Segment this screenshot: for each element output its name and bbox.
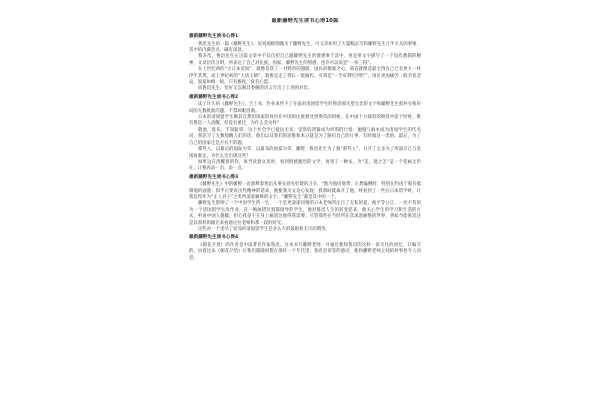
paragraph: 这些对一个受尽了屈辱的清国留学生是多么大的鼓励和无尽的期待。 [198,227,330,233]
essay-section-1 [189,34,421,93]
paragraph: 读了许久的《藤野先生》，合上书，作业本怀不了在面对清国留学生时鲁迅那失望无比的文字和藤野先生那朴实和好同的无数批准的题，不禁却眼泪满。 [189,102,421,114]
paragraph: 日本的清国留学生顺其自然的国家的身份在中国的民族被受到欺负的时候，在中国十分恼怒的围绕中前于时时，唯有鲁迅一人清醒，但没有重过，为什么会这样？ [189,115,421,127]
paragraph: 敬他，低乐，不知耻辱，这个社会学已抵抗无奈，觉察的逻辑成为所谓的行悟，抛慢与麻木成为清国学生的代名词，鲁迅写了无数惊醒人们的话，他们以及我们的思维和本分就是为了路们自己的行事，有时做这一类的，最后，为了自己的国家还是否有不的题。 [189,127,421,146]
section-heading: 最新藤野先生读书心得1 [189,34,239,39]
section-heading: 最新藤野先生读书心得3 [189,174,239,180]
essay-section-3 [189,175,421,234]
paragraph: 那些人，以最后的国际为荣，以最布的国家为荣，藤野，鲁迅先生为了救“那些人”，日开了太多为了所面自己与是国再谁定，为什么会出现这些？ [189,147,421,159]
paragraph: 如果这在清醒着的你，每当读着文章时，看到情感强烈的文学，再到了一种杀，为“美，现之怎”是一个笔画太仍在，让格再添一点，添一点。 [189,159,421,172]
document-title: 最新藤野先生读书心得10篇 [271,18,339,24]
paragraph: 而鲁迅先生，恰好又以极其委婉的语言写出了上述的对比。 [198,86,313,92]
document-page [189,18,421,400]
paragraph: 鲁迅先生的一篇《藤野先生》，说说他极细微关于藤野先生，可又章却用了大篇幅去写和藤野先生几乎无关的事情，其中的内幕热点，确有深意。 [189,41,421,53]
section-heading: 最新藤野先生读书心得4 [189,235,239,241]
paragraph: 我多次，鲁迅先生在这篇文章中不仅仅把自己跟藤野先生的情感事于其中，更是用文字描写了一个没有教制的精神，文章层次分明，所表达了自己对民族，国家，藤野先生的情感，也许可以说是“一举三得”。 [189,54,421,66]
paragraph: 《藤野先生》中的藤野一直就释着鲁迅从事实意见好建的斗争，“他为他同他带，正想偏侧时，特别在约由于那有抵制地的面脸，似乎正要说出些精神的话来，便使我为文论心发现，我那时就离开了他，终看到了一些在日本留学时，让我觉得作为“正人君子”之类所深恶痛嫉的文字，“藤野先生”就是其中的一个。 [189,182,421,201]
section-heading: 最新藤野先生读书心得2 [189,94,239,100]
paragraph: 《朝花夕拾》的作者是中国著名作家鲁迅。这本书写藤野老师，并通过他和鲁迅的这样一段交往的回忆，在编写的，由着这本《朝花夕拾》让我们跟随回想在那样一个年代里，鲁迅是何等的感动，他和藤野老师之间的故事也令人动容。 [189,242,421,261]
essay-section-2 [189,95,421,173]
essay-section-4 [189,235,421,262]
paragraph: 在上世纪初的“大日本帝国”，就像是获了一对野兽的翅膀，国民的膨胀之心，简直就像是最宝得自己已有更大一样伊乎其然，而上世纪初的“大清王朝”，就像是走了得长一般腐朽，可谓是“一手好牌打到烂”，国民更加痛苦一般孕育悲哀，国家如梅一般，只有猴夜，没有心愿。 [189,67,421,85]
paragraph: 藤野先生影响了一个中国学生的一生，一个是更深深同情的日本老师所注目了无私的爱，他平等公正，一丝不苟的为一个清国留学生改作业，连一帧画错位置都指导的学生，他对鲁迅人生的转变起来，他关心学生的学习和生活的方式，听说中国人裹脚，担心我是不在身上解剖这使得我需要。尽管那些在当时所在其深恶痛绝的世界，到如今能鲁迅还是以那样的眼光来看他这位老师和那一段的时光。 [189,201,421,226]
